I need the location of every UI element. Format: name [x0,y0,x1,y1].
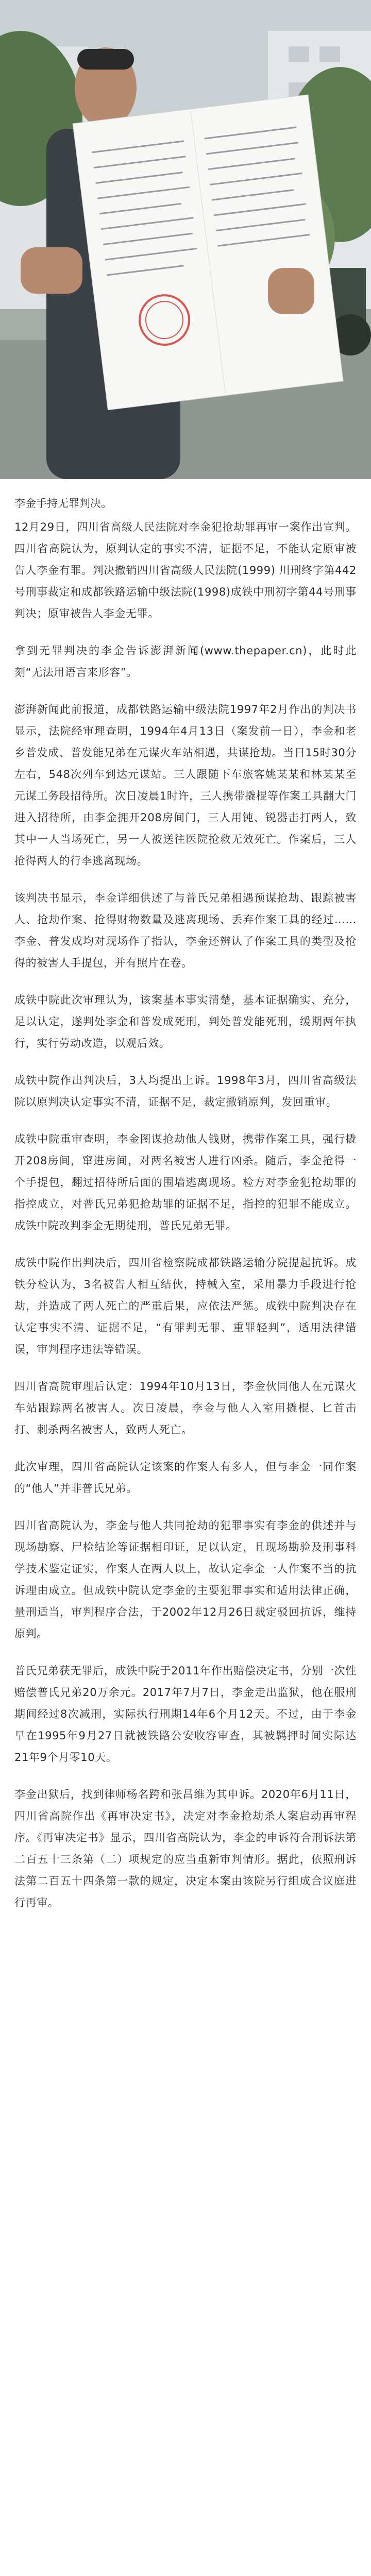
paragraph: 澎湃新闻此前报道，成都铁路运输中级法院1997年2月作出的判决书显示，法院经审理查明，1994年4月13日（案发前一日），李金和老乡普发成、普发能兄弟在元谋火车站相遇，共谋抢劫。当日15时30分左右，548次列车到达元谋站。三人跟随下车旅客姚某某和林某某至元谋工务段招待所。次日凌晨1时许，三人携带撬棍等作案工具翻大门进入招待所，由李金拥开208房间门，三人用钝、锐器击打两人，致其中一人当场死亡，另一人被送往医院抢救无效死亡。作案后，三人抢得两人的行李逃离现场。 [14,703,357,867]
paragraph: 该判决书显示，李金详细供述了与普氏兄弟相遇预谋抢劫、跟踪被害人、抢劫作案、抢得财物数量及逃离现场、丢弃作案工具的经过……李金、普发成均对现场作了指认，李金还辨认了作案工具的类型及抢得的被害人手提包，并有照片在卷。 [14,892,357,969]
paragraph: 普氏兄弟获无罪后，成铁中院于2011年作出赔偿决定书，分别一次性赔偿普氏兄弟20万余元。2017年7月7日，李金走出监狱，他在服刑期间经过8次减刑，实际执行刑期14年6个月12天。不过，由于李金早在1995年9月27日就被铁路公安收容审查，其被羁押时间实际达21年9个月零10天。 [14,1665,357,1764]
paragraph: 成铁中院作出判决后，3人均提出上诉。1998年3月，四川省高级法院以原判决认定事实不清，证据不足，裁定撤销原判，发回重审。 [14,1074,357,1108]
article-body [0,514,371,1950]
photo-caption: 李金手持无罪判决。 [14,497,112,510]
paragraph: 此次审理，四川省高院认定该案的作案人有多人，但与李金一同作案的“他人”并非普氏兄弟。 [14,1461,357,1495]
paragraph: 成铁中院此次审理认为，该案基本事实清楚，基本证据确实、充分，足以认定，遂判处李金和普发成死刑，判处普发能死刑，缓期两年执行，实行劳动改造，以观后效。 [14,994,357,1049]
paragraph: 四川省高院认为，李金与他人共同抢劫的犯罪事实有李金的供述并与现场勘察、尸检结论等证据相印证，足以认定，且现场勘验及刑事科学技术鉴定证实，作案人在两人以上，故认定李金一人作案不当的抗诉理由成立。但成铁中院认定李金的主要犯罪事实和适用法律正确，量刑适当，审判程序合法，于2002年12月26日裁定驳回抗诉，维持原判。 [14,1519,357,1640]
paragraph: 李金出狱后，找到律师杨名跨和张昌维为其申诉。2020年6月11日，四川省高院作出《再审决定书》，决定对李金抢劫杀人案启动再审程序。《再审决定书》显示，四川省高院认为，李金的申诉符合刑诉法第二百五十三条第（二）项规定的应当重新审判情形。据此，依照刑诉法第二百五十四条第一款的规定，决定本案由该院另行组成合议庭进行再审。 [14,1788,357,1909]
paragraph: 成铁中院作出判决后，四川省检察院成都铁路运输分院提起抗诉。成铁分检认为，3名被告人相互结伙，持械入室，采用暴力手段进行抢劫，并造成了两人死亡的严重后果，应依法严惩。成铁中院判决存在认定事实不清、证据不足，“有罪判无罪、重罪轻判”，适用法律错误，审判程序违法等错误。 [14,1257,357,1355]
paragraph: 拿到无罪判决的李金告诉澎湃新闻(www.thepaper.cn)，此时此刻“无法用语言来形容”。 [14,645,357,679]
paragraph: 四川省高院审理后认定：1994年10月13日，李金伙同他人在元谋火车站跟踪两名被害人。次日凌晨，李金与他人入室用撬棍、匕首击打、刺杀两名被害人，致两人死亡。 [14,1380,357,1436]
paragraph: 12月29日，四川省高级人民法院对李金犯抢劫罪再审一案作出宣判。四川省高院认为，原判认定的事实不清，证据不足，不能认定原审被告人李金有罪。判决撤销四川省高级人民法院(1999) 川刑终字第442号刑事裁定和成都铁路运输中级法院(1998)成铁中刑初字第44号刑事判决；原审被告人李金无罪。 [14,521,357,620]
photo-scene [0,0,371,479]
paragraph: 成铁中院重审查明，李金图谋抢劫他人钱财，携带作案工具，强行撬开208房间，窜进房间，对两名被害人进行凶杀。随后，李金抢得一个手提包，翻过招待所后面的围墙逃离现场。检方对李金犯抢劫罪的指控成立，对普氏兄弟犯抢劫罪的证据不足，指控的犯罪不能成立。成铁中院改判李金无期徒刑，普氏兄弟无罪。 [14,1133,357,1232]
hero-photo [0,0,371,479]
